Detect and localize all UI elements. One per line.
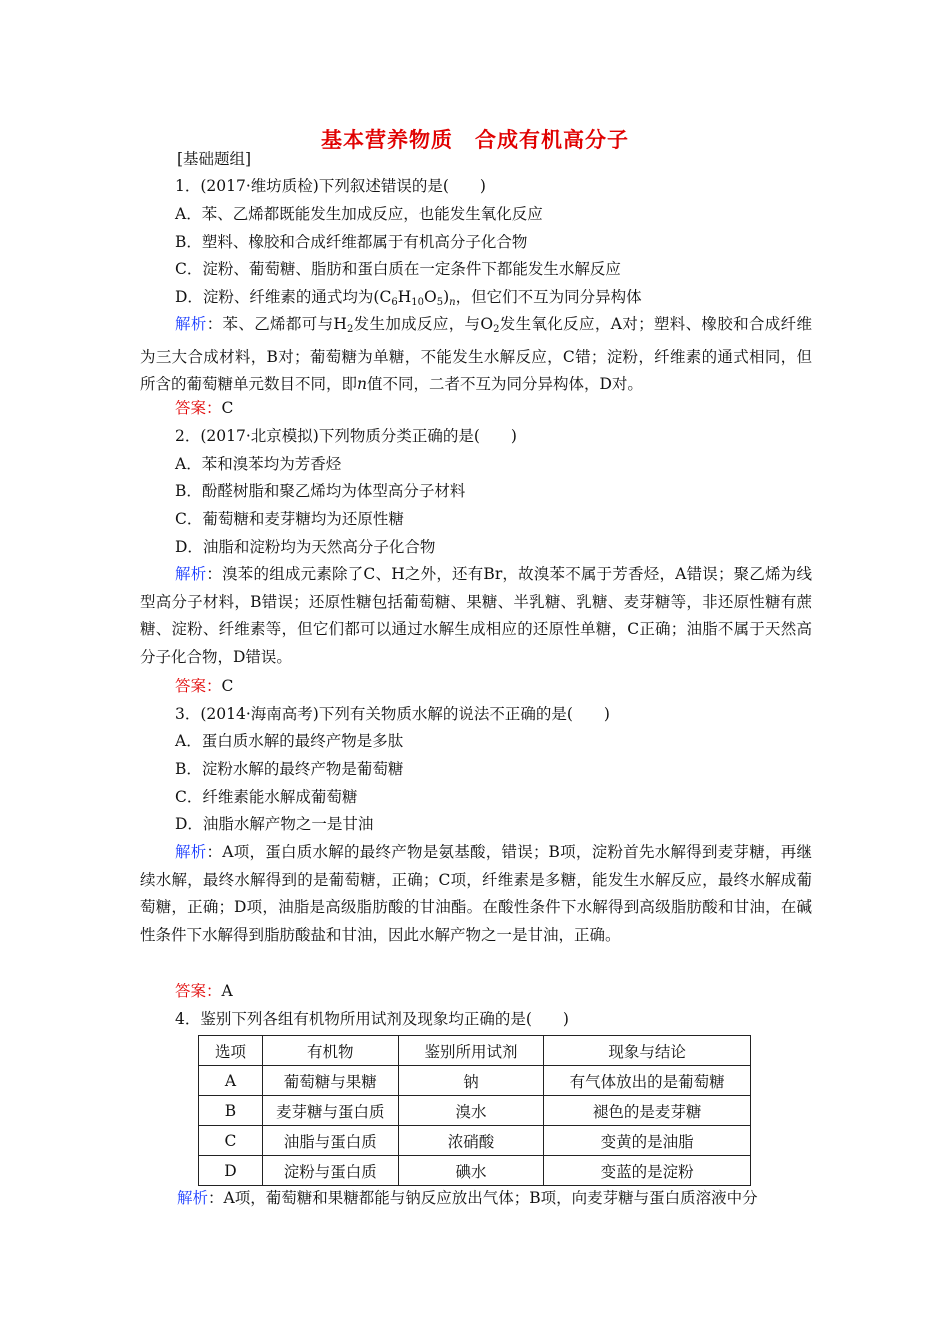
table-row [199, 1156, 751, 1186]
table-cell: B [199, 1096, 263, 1126]
q4-explanation: 解析：A项，葡萄糖和果糖都能与钠反应放出气体；B项，向麦芽糖与蛋白质溶液中分 [177, 1189, 758, 1207]
group-label: [基础题组] [177, 150, 252, 168]
answer-label: 答案： [175, 399, 222, 417]
table-header-cell: 现象与结论 [544, 1036, 751, 1066]
explanation-label: 解析 [177, 1189, 209, 1207]
table-header-cell: 有机物 [262, 1036, 398, 1066]
table-row [199, 1096, 751, 1126]
q3-option-c: C．纤维素能水解成葡萄糖 [175, 788, 358, 806]
q1-answer: 答案：C [175, 399, 234, 417]
explanation-label: 解析 [175, 315, 207, 333]
table-header-row [199, 1036, 751, 1066]
page-title: 基本营养物质 合成有机高分子 [321, 127, 629, 152]
table-cell: 变黄的是油脂 [544, 1126, 751, 1156]
answer-label: 答案： [175, 982, 222, 1000]
table-cell: C [199, 1126, 263, 1156]
q3-explanation: 解析：A项，蛋白质水解的最终产物是氨基酸，错误；B项，淀粉首先水解得到麦芽糖，再继续水解，最终水解得到的是葡萄糖，正确；C项，纤维素是多糖，能发生水解反应，最终水解成葡萄糖，正确；D项，油脂是高级脂肪酸的甘油酯。在酸性条件下水解得到高级脂肪酸和甘油，在碱性条件下水解得到脂肪酸盐和甘油，因此水解产物之一是甘油，正确。 [140, 843, 812, 945]
explanation-label: 解析 [175, 565, 207, 583]
q2-explanation: 解析：溴苯的组成元素除了C、H之外，还有Br，故溴苯不属于芳香烃，A错误；聚乙烯为线型高分子材料，B错误；还原性糖包括葡萄糖、果糖、半乳糖、乳糖、麦芽糖等，非还原性糖有蔗糖、淀粉、纤维素等，但它们都可以通过水解生成相应的还原性单糖，C正确；油脂不属于天然高分子化合物，D错误。 [140, 565, 812, 667]
table-row [199, 1066, 751, 1096]
table-header-cell: 鉴别所用试剂 [398, 1036, 544, 1066]
q4-table [198, 1035, 751, 1186]
q2-option-a: A．苯和溴苯均为芳香烃 [175, 455, 342, 473]
q1-stem: 1．(2017·维坊质检)下列叙述错误的是( ) [175, 177, 486, 195]
q4-stem: 4．鉴别下列各组有机物所用试剂及现象均正确的是( ) [175, 1010, 569, 1028]
table-cell: 溴水 [398, 1096, 544, 1126]
q1-option-d: D．淀粉、纤维素的通式均为$(C_6H_{10}O_5)_n$，但它们不互为同分异构体 [175, 288, 642, 308]
explanation-label: 解析 [175, 843, 207, 861]
table-cell: 褪色的是麦芽糖 [544, 1096, 751, 1126]
q3-option-b: B．淀粉水解的最终产物是葡萄糖 [175, 760, 404, 778]
q3-option-a: A．蛋白质水解的最终产物是多肽 [175, 732, 404, 750]
q2-option-c: C．葡萄糖和麦芽糖均为还原性糖 [175, 510, 404, 528]
table-header-cell: 选项 [199, 1036, 263, 1066]
table-cell: 浓硝酸 [398, 1126, 544, 1156]
table-cell: 麦芽糖与蛋白质 [262, 1096, 398, 1126]
q1-option-a: A．苯、乙烯都既能发生加成反应，也能发生氧化反应 [175, 205, 543, 223]
table-cell: A [199, 1066, 263, 1096]
q2-stem: 2．(2017·北京模拟)下列物质分类正确的是( ) [175, 427, 517, 445]
q2-answer: 答案：C [175, 677, 234, 695]
q2-option-b: B．酚醛树脂和聚乙烯均为体型高分子材料 [175, 482, 466, 500]
q3-option-d: D．油脂水解产物之一是甘油 [175, 815, 374, 833]
table-cell: 变蓝的是淀粉 [544, 1156, 751, 1186]
q3-answer: 答案：A [175, 982, 233, 1000]
table-cell: 油脂与蛋白质 [262, 1126, 398, 1156]
table-cell: 淀粉与蛋白质 [262, 1156, 398, 1186]
q1-option-c: C．淀粉、葡萄糖、脂肪和蛋白质在一定条件下都能发生水解反应 [175, 260, 621, 278]
answer-label: 答案： [175, 677, 222, 695]
table-cell: 葡萄糖与果糖 [262, 1066, 398, 1096]
table-row [199, 1126, 751, 1156]
q1-explanation: 解析：苯、乙烯都可与$H_2$发生加成反应，与$O_2$发生氧化反应，A对；塑料、橡胶和合成纤维为三大合成材料，B对；葡萄糖为单糖，不能发生水解反应，C错；淀粉，纤维素的通式相同，但所含的葡萄糖单元数目不同，即n值不同，二者不互为同分异构体，D对。 [140, 315, 812, 394]
q2-option-d: D．油脂和淀粉均为天然高分子化合物 [175, 538, 436, 556]
table-cell: 有气体放出的是葡萄糖 [544, 1066, 751, 1096]
table-cell: D [199, 1156, 263, 1186]
table-cell: 碘水 [398, 1156, 544, 1186]
table-cell: 钠 [398, 1066, 544, 1096]
q1-option-b: B．塑料、橡胶和合成纤维都属于有机高分子化合物 [175, 233, 528, 251]
q3-stem: 3．(2014·海南高考)下列有关物质水解的说法不正确的是( ) [175, 705, 610, 723]
